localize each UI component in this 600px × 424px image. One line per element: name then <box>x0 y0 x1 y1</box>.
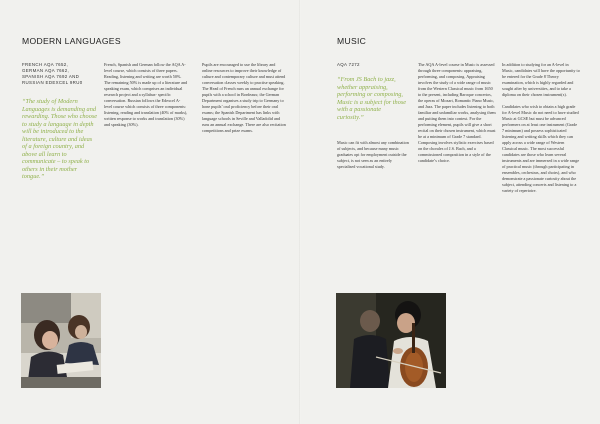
music-column-3 <box>502 62 580 200</box>
page-fold <box>299 0 301 424</box>
music-course-code: AQA 7272 <box>337 62 360 67</box>
music-column-1 <box>337 140 409 176</box>
music-paragraph: In addition to studying for an A-level in Music, candidates will have the opportunity to be entered for the Grade 8 Theory examination, which is highly regarded and sought after by universities, and to take a diploma on their chosen instrument(s). <box>502 62 580 97</box>
music-paragraph: Music can fit with almost any combination of subjects, and because many music graduates opt for employment outside the subject, is not seen as an entirely specialised vocational study. <box>337 140 409 169</box>
languages-paragraph: Pupils are encouraged to use the library and online resources to improve their knowledge of culture and contemporary culture and must attend conversation classes weekly to practise speaking. The Head of French runs an annual exchange for pupils with a school in Bordeaux; the German Department organises a study trip to Germany to hone pupils’ oral proficiency before their oral exams; the Spanish Department has links with language schools in Seville and Valladolid and runs an annual exchange. There are also recitation competitions and prize exams. <box>202 62 286 133</box>
languages-course-codes: FRENCH AQA 7652, GERMAN AQA 7662, SPANISH AQA 7692 AND RUSSIAN EDEXCEL 9RU0 <box>22 62 83 85</box>
modern-languages-heading: MODERN LANGUAGES <box>22 36 121 46</box>
languages-column-3 <box>202 62 286 140</box>
languages-quote: “The study of Modern Languages is demanding and rewarding. Those who choose to study a language in depth will be introduced to the literature, culture and ideas of a foreign country, and above all learn to communicate – to speak to others in their mother tongue.” <box>22 98 98 180</box>
languages-column-2 <box>104 62 188 134</box>
music-paragraph: The AQA A-level course in Music is assessed through three components: appraising, performing, and composing. Appraising involves the study of a wide range of music from the Western Classical music from 1650 to the present, including Baroque concertos, the operas of Mozart, Romantic Piano Music, and Jazz. The paper includes listening to both familiar and unfamiliar works, analysing them and putting them into context. For the performing element, pupils will give a short recital on their chosen instrument, which must be at a minimum of Grade 7 standard. Composing involves stylistic exercises based on the chorales of J.S. Bach, and a commissioned composition in a style of the candidate’s choice. <box>418 62 496 163</box>
students-writing-photo <box>21 293 101 388</box>
music-quote: “From JS Bach to jazz, whether appraising, performing or composing, Music is a subject for those with a passionate curiosity.” <box>337 76 407 121</box>
students-writing-image <box>21 293 101 388</box>
cellist-image <box>336 293 446 388</box>
languages-paragraph: French, Spanish and German follow the AQA A-level course, which consists of three papers. Reading, listening and writing are worth 50%. The remaining 50% is made up of a literature and speaking exam, which comprises an individual research project and a syllabus- specific conversation. Russian follows the Edexcel A-level course which consists of three components: listening, reading and translation (40% of marks), written response to works and translation (30%) and speaking (30%). <box>104 62 188 127</box>
music-heading: MUSIC <box>337 36 367 46</box>
music-column-2 <box>418 62 496 170</box>
music-paragraph: Candidates who wish to obtain a high grade for A-level Music do not need to have studied Music at GCSE but must be advanced performers on at least one instrument (Grade 7 minimum) and possess sophisticated listening and writing skills which they can apply across a wide range of Western Classical music. The most successful candidates are those who learn several instruments and are immersed in a wide range of practical music (through participating in ensembles, orchestras, and choirs), and who demonstrate a passionate curiosity about the subject, attending concerts and listening to a variety of repertoire. <box>502 104 580 193</box>
cellist-photo <box>336 293 446 388</box>
